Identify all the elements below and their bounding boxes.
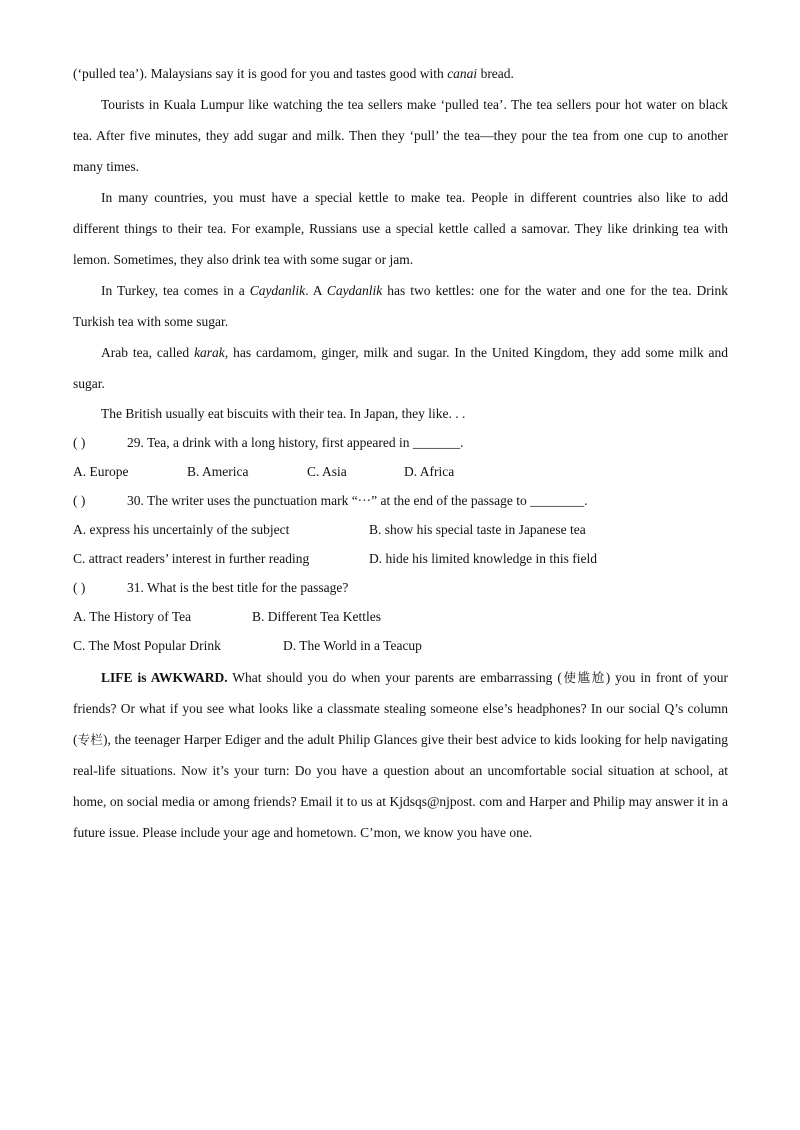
italic-term: Caydanlik bbox=[249, 283, 306, 298]
option-d: D. Africa bbox=[404, 464, 455, 479]
passage-paragraph-2: In many countries, you must have a special kettle to make tea. People in different countries also like to add different things to their tea. For example, Russians use a special kettle called a samovar. They like drinking tea with lemon. Sometimes, they also drink tea with some sugar or jam. bbox=[73, 190, 728, 267]
options-30-row-2 bbox=[73, 544, 728, 573]
passage-text: Arab tea, called bbox=[101, 345, 195, 360]
passage-text: In Turkey, tea comes in a bbox=[101, 283, 250, 298]
document-page bbox=[73, 58, 728, 848]
question-stem: 30. The writer uses the punctuation mark “···” at the end of the passage to ________. bbox=[127, 493, 588, 508]
option-b: B. show his special taste in Japanese tea bbox=[369, 522, 586, 537]
option-c: C. Asia bbox=[307, 464, 347, 479]
question-30 bbox=[73, 486, 728, 515]
question-stem: 29. Tea, a drink with a long history, first appeared in _______. bbox=[127, 435, 464, 450]
options-30-row-1 bbox=[73, 515, 728, 544]
chinese-gloss: 专栏 bbox=[77, 732, 104, 747]
option-a: A. express his uncertainly of the subject bbox=[73, 522, 290, 537]
column-text: ), the teenager Harper Ediger and the adult Philip Glances give their best advice to kids looking for help navigating real-life situations. Now it’s your turn: Do you have a question about an uncomfortable social situation at school, at home, on social media or among friends? Email it to us at Kjdsqs@njpost. com and Harper and Philip may answer it in a future issue. Please include your age and hometown. C’mon, we know you have one. bbox=[73, 732, 728, 840]
option-c: C. attract readers’ interest in further reading bbox=[73, 551, 310, 566]
italic-term: canai bbox=[447, 66, 478, 81]
italic-term: karak bbox=[194, 345, 225, 360]
passage-paragraph-4 bbox=[73, 337, 728, 399]
passage-paragraph-5: The British usually eat biscuits with their tea. In Japan, they like. . . bbox=[101, 406, 466, 421]
option-a: A. Europe bbox=[73, 464, 129, 479]
chinese-gloss: 使尴尬 bbox=[561, 670, 606, 685]
passage-text: bread. bbox=[477, 66, 514, 81]
option-b: B. America bbox=[187, 464, 249, 479]
options-29 bbox=[73, 457, 728, 486]
question-29 bbox=[73, 428, 728, 457]
passage-paragraph-1: Tourists in Kuala Lumpur like watching the tea sellers make ‘pulled tea’. The tea sellers pour hot water on black tea. After five minutes, they add sugar and milk. Then they ‘pull’ the tea—they pour the tea from one cup to another many times. bbox=[73, 97, 728, 174]
passage-paragraph-0 bbox=[73, 58, 728, 89]
answer-blank: ( ) bbox=[73, 435, 86, 450]
column-heading: LIFE is AWKWARD. bbox=[101, 670, 228, 685]
italic-term: Caydanlik bbox=[326, 283, 383, 298]
passage-text: (‘pulled tea’). Malaysians say it is good for you and tastes good with bbox=[73, 66, 448, 81]
column-text: ) you in front of your friends? Or what if you see what looks like a classmate stealing someone else’s headphones? In our social Q’s column ( bbox=[73, 670, 728, 747]
passage-text: . A bbox=[305, 283, 327, 298]
answer-blank: ( ) bbox=[73, 580, 86, 595]
option-c: C. The Most Popular Drink bbox=[73, 638, 221, 653]
answer-blank: ( ) bbox=[73, 493, 86, 508]
option-d: D. The World in a Teacup bbox=[283, 638, 422, 653]
question-31 bbox=[73, 573, 728, 602]
options-31-row-1 bbox=[73, 602, 728, 631]
column-paragraph bbox=[73, 662, 728, 848]
passage-text: has two kettles: one for the water and one for the tea. Drink Turkish tea with some sugar. bbox=[73, 283, 728, 329]
passage-paragraph-3 bbox=[73, 275, 728, 337]
option-d: D. hide his limited knowledge in this field bbox=[369, 551, 597, 566]
passage-text: , has cardamom, ginger, milk and sugar. In the United Kingdom, they add some milk and sugar. bbox=[73, 345, 728, 391]
column-text: What should you do when your parents are embarrassing ( bbox=[227, 670, 562, 685]
options-31-row-2 bbox=[73, 631, 728, 660]
option-a: A. The History of Tea bbox=[73, 609, 192, 624]
question-stem: 31. What is the best title for the passage? bbox=[127, 580, 349, 595]
option-b: B. Different Tea Kettles bbox=[252, 609, 382, 624]
